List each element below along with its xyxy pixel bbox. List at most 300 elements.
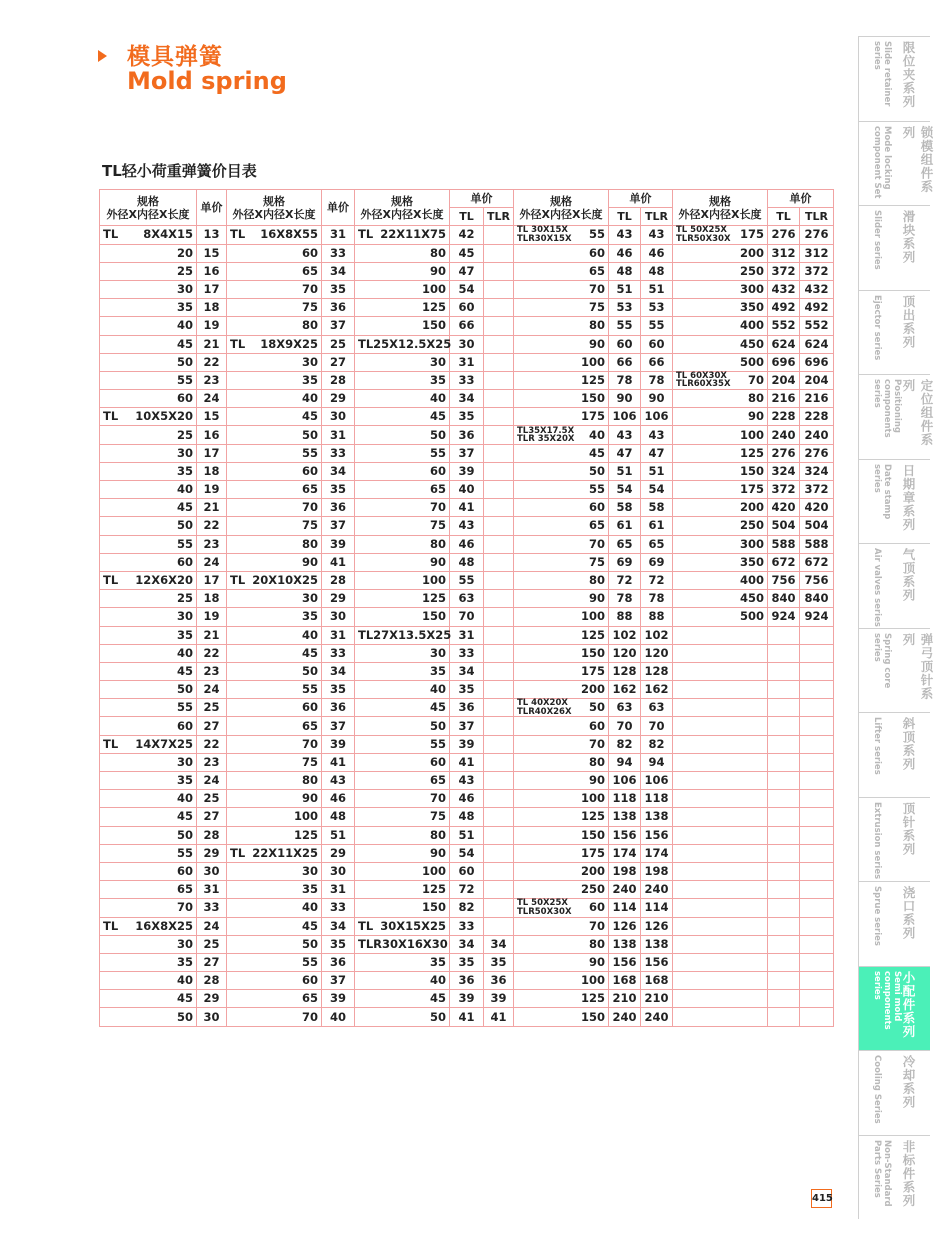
- sidebar-tab-9[interactable]: [858, 712, 930, 797]
- price-cell: [800, 753, 834, 771]
- spec-cell: 65: [227, 262, 322, 280]
- price-cell: 66: [609, 353, 641, 371]
- price-cell: [768, 735, 800, 753]
- price-cell: 552: [800, 317, 834, 335]
- price-cell: 15: [197, 408, 227, 426]
- sidebar-tab-5[interactable]: [858, 374, 934, 459]
- price-cell: 30: [322, 862, 355, 880]
- price-cell: [484, 608, 514, 626]
- price-cell: 34: [450, 390, 484, 408]
- price-cell: 204: [768, 371, 800, 389]
- spec-cell: [673, 881, 768, 899]
- price-cell: 29: [322, 844, 355, 862]
- spec-cell: 70: [227, 1008, 322, 1026]
- price-cell: [800, 862, 834, 880]
- spec-cell: 30: [227, 590, 322, 608]
- price-cell: 70: [641, 717, 673, 735]
- price-cell: 43: [450, 772, 484, 790]
- price-cell: [768, 626, 800, 644]
- spec-cell: 35: [355, 662, 450, 680]
- price-cell: 25: [197, 935, 227, 953]
- price-cell: 138: [609, 808, 641, 826]
- sidebar-tab-en: Slide retainer series: [872, 41, 892, 107]
- price-cell: 70: [609, 717, 641, 735]
- sidebar-tab-cn: 限位夹系列: [901, 41, 916, 109]
- price-cell: 47: [450, 262, 484, 280]
- price-cell: 82: [450, 899, 484, 917]
- spec-cell: 80: [355, 826, 450, 844]
- price-cell: 60: [609, 335, 641, 353]
- price-cell: 504: [768, 517, 800, 535]
- price-cell: [484, 481, 514, 499]
- spec-cell: [673, 662, 768, 680]
- price-cell: 28: [197, 826, 227, 844]
- header-tl-3: TL: [450, 208, 484, 226]
- price-cell: 63: [641, 699, 673, 717]
- spec-cell: [673, 699, 768, 717]
- spec-cell: 40: [100, 481, 197, 499]
- price-cell: [768, 953, 800, 971]
- spec-cell: 55: [355, 735, 450, 753]
- price-cell: 43: [641, 226, 673, 244]
- price-cell: 33: [322, 899, 355, 917]
- price-cell: [484, 590, 514, 608]
- spec-cell: 100: [227, 808, 322, 826]
- spec-cell: [673, 790, 768, 808]
- price-cell: 33: [322, 644, 355, 662]
- price-cell: 114: [641, 899, 673, 917]
- table-row: [100, 972, 834, 990]
- spec-cell: 150: [514, 826, 609, 844]
- spec-cell: 100: [355, 280, 450, 298]
- price-cell: [484, 426, 514, 444]
- price-cell: 324: [800, 462, 834, 480]
- spec-cell: 70: [227, 280, 322, 298]
- spec-cell: 35: [355, 953, 450, 971]
- price-cell: [484, 244, 514, 262]
- sidebar-tab-4[interactable]: [858, 290, 930, 375]
- price-cell: 24: [197, 390, 227, 408]
- spec-cell: 65: [514, 262, 609, 280]
- price-cell: [800, 662, 834, 680]
- price-cell: 72: [450, 881, 484, 899]
- table-row: [100, 881, 834, 899]
- price-cell: [484, 717, 514, 735]
- spec-cell: 50: [100, 353, 197, 371]
- price-cell: 35: [322, 935, 355, 953]
- header-tlr-5: TLR: [800, 208, 834, 226]
- sidebar-tab-en: Ejector series: [872, 294, 882, 360]
- header-price-4: 单价: [609, 190, 673, 208]
- price-cell: 35: [322, 280, 355, 298]
- price-cell: 43: [450, 517, 484, 535]
- spec-cell: 35: [100, 299, 197, 317]
- spec-cell: 55: [100, 535, 197, 553]
- spec-cell: [673, 626, 768, 644]
- spec-cell: 150: [355, 899, 450, 917]
- sidebar-tab-12[interactable]: [858, 966, 930, 1051]
- spec-cell: 500: [673, 353, 768, 371]
- spec-cell: 60: [227, 462, 322, 480]
- price-cell: 216: [800, 390, 834, 408]
- spec-cell: 30: [100, 444, 197, 462]
- table-row: [100, 899, 834, 917]
- spec-cell: 45: [227, 408, 322, 426]
- price-cell: 27: [322, 353, 355, 371]
- price-cell: 756: [768, 571, 800, 589]
- price-cell: 24: [197, 553, 227, 571]
- table-row: [100, 226, 834, 244]
- spec-cell: 45: [100, 335, 197, 353]
- price-cell: 46: [322, 790, 355, 808]
- spec-cell: 60: [100, 553, 197, 571]
- price-cell: 66: [450, 317, 484, 335]
- spec-cell: 80: [514, 317, 609, 335]
- price-cell: 72: [641, 571, 673, 589]
- price-cell: 36: [322, 499, 355, 517]
- price-cell: 15: [197, 244, 227, 262]
- price-cell: [768, 917, 800, 935]
- spec-cell: 200: [514, 681, 609, 699]
- header-spec-3: 规格 外径X内径X长度: [355, 190, 450, 226]
- price-cell: [484, 499, 514, 517]
- price-cell: 39: [450, 990, 484, 1008]
- spec-cell: 250: [514, 881, 609, 899]
- price-cell: 126: [641, 917, 673, 935]
- price-cell: [768, 844, 800, 862]
- spec-cell: 55: [514, 481, 609, 499]
- price-cell: 420: [768, 499, 800, 517]
- price-cell: 588: [800, 535, 834, 553]
- spec-cell: 90: [227, 790, 322, 808]
- price-cell: 21: [197, 499, 227, 517]
- spec-cell: 50: [100, 681, 197, 699]
- price-cell: 35: [450, 408, 484, 426]
- price-cell: 36: [450, 699, 484, 717]
- sidebar-tab-cn: 日期章系列: [901, 463, 916, 531]
- sidebar-tab-13[interactable]: [858, 1050, 930, 1135]
- price-cell: 46: [609, 244, 641, 262]
- price-cell: 174: [609, 844, 641, 862]
- spec-cell: 40: [355, 681, 450, 699]
- spec-cell: 80: [514, 935, 609, 953]
- spec-cell: TL 40X20X TLR40X26X 50: [514, 699, 609, 717]
- spec-cell: TL35X17.5X TLR 35X20X 40: [514, 426, 609, 444]
- spec-cell: 125: [514, 371, 609, 389]
- spec-cell: 65: [227, 990, 322, 1008]
- sidebar-tab-cn: 非标件系列: [901, 1139, 916, 1207]
- price-cell: 78: [641, 590, 673, 608]
- price-cell: 65: [641, 535, 673, 553]
- table-row: [100, 571, 834, 589]
- price-cell: 34: [450, 662, 484, 680]
- price-cell: 31: [450, 626, 484, 644]
- price-cell: 240: [641, 881, 673, 899]
- spec-cell: 50: [514, 462, 609, 480]
- spec-cell: 30: [100, 280, 197, 298]
- spec-cell: 175: [514, 408, 609, 426]
- price-cell: 69: [641, 553, 673, 571]
- spec-cell: 40: [100, 317, 197, 335]
- header-price-2: 单价: [322, 190, 355, 226]
- price-cell: 78: [609, 371, 641, 389]
- spec-cell: TLR 30X16X30: [355, 935, 450, 953]
- sidebar-tab-en: Sprue series: [872, 886, 882, 946]
- spec-cell: TL 10X5X20: [100, 408, 197, 426]
- spec-cell: 90: [673, 408, 768, 426]
- price-cell: 216: [768, 390, 800, 408]
- price-cell: 48: [450, 553, 484, 571]
- spec-cell: 30: [227, 862, 322, 880]
- spec-cell: 65: [514, 517, 609, 535]
- header-spec-5: 规格 外径X内径X长度: [673, 190, 768, 226]
- spec-cell: 75: [355, 808, 450, 826]
- spec-cell: 125: [673, 444, 768, 462]
- price-cell: 16: [197, 262, 227, 280]
- price-cell: 23: [197, 535, 227, 553]
- spec-cell: 30: [100, 608, 197, 626]
- table-row: [100, 353, 834, 371]
- spec-cell: 125: [355, 881, 450, 899]
- sidebar-tab-1[interactable]: [858, 36, 930, 121]
- table-row: [100, 444, 834, 462]
- spec-cell: 30: [227, 353, 322, 371]
- spec-cell: 45: [355, 990, 450, 1008]
- spec-cell: 20: [100, 244, 197, 262]
- price-cell: [800, 899, 834, 917]
- price-cell: 138: [609, 935, 641, 953]
- spec-cell: 55: [100, 371, 197, 389]
- price-cell: 17: [197, 280, 227, 298]
- spec-cell: 30: [100, 935, 197, 953]
- sidebar-tab-3[interactable]: [858, 205, 930, 290]
- price-cell: 138: [641, 935, 673, 953]
- table-row: [100, 826, 834, 844]
- price-cell: 70: [450, 608, 484, 626]
- price-cell: 174: [641, 844, 673, 862]
- price-cell: 55: [641, 317, 673, 335]
- price-cell: 27: [197, 808, 227, 826]
- table-row: [100, 772, 834, 790]
- spec-cell: 65: [100, 881, 197, 899]
- sidebar-tab-11[interactable]: [858, 881, 930, 966]
- table-row: [100, 681, 834, 699]
- sidebar-tab-14[interactable]: [858, 1135, 930, 1220]
- spec-cell: 175: [514, 844, 609, 862]
- spec-cell: 65: [227, 481, 322, 499]
- spec-cell: [673, 844, 768, 862]
- spec-cell: 80: [227, 772, 322, 790]
- price-cell: [800, 772, 834, 790]
- price-cell: [800, 790, 834, 808]
- price-cell: 21: [197, 626, 227, 644]
- table-row: [100, 935, 834, 953]
- spec-cell: 25: [100, 590, 197, 608]
- spec-cell: 65: [355, 481, 450, 499]
- price-cell: [768, 990, 800, 1008]
- price-cell: [768, 808, 800, 826]
- spec-cell: 45: [100, 499, 197, 517]
- spec-cell: [673, 990, 768, 1008]
- spec-cell: 35: [355, 371, 450, 389]
- spec-cell: 80: [514, 753, 609, 771]
- spec-cell: 300: [673, 535, 768, 553]
- price-cell: [484, 917, 514, 935]
- price-cell: 18: [197, 299, 227, 317]
- spec-cell: [673, 972, 768, 990]
- price-cell: [484, 317, 514, 335]
- spec-cell: TL 22X11X75: [355, 226, 450, 244]
- spec-cell: 175: [673, 481, 768, 499]
- price-cell: [484, 535, 514, 553]
- price-cell: 37: [322, 717, 355, 735]
- spec-cell: 60: [227, 972, 322, 990]
- sidebar-tab-7[interactable]: [858, 543, 930, 628]
- sidebar-tab-10[interactable]: [858, 797, 930, 882]
- price-cell: [484, 626, 514, 644]
- price-cell: 27: [197, 717, 227, 735]
- spec-cell: 45: [514, 444, 609, 462]
- spec-cell: 45: [100, 662, 197, 680]
- sidebar-tab-6[interactable]: [858, 459, 930, 544]
- spec-cell: 80: [355, 535, 450, 553]
- price-cell: 128: [641, 662, 673, 680]
- spec-cell: 35: [100, 462, 197, 480]
- price-cell: 840: [768, 590, 800, 608]
- price-cell: 106: [641, 772, 673, 790]
- price-cell: 34: [322, 917, 355, 935]
- price-cell: [800, 990, 834, 1008]
- price-cell: 156: [609, 953, 641, 971]
- spec-cell: TL 20X10X25: [227, 571, 322, 589]
- spec-cell: 35: [227, 881, 322, 899]
- sidebar-tab-cn: 顶针系列: [901, 801, 916, 856]
- spec-cell: 70: [227, 499, 322, 517]
- table-row: [100, 1008, 834, 1026]
- spec-cell: 75: [227, 299, 322, 317]
- spec-cell: 450: [673, 335, 768, 353]
- price-cell: 22: [197, 517, 227, 535]
- price-cell: 58: [609, 499, 641, 517]
- price-cell: [768, 972, 800, 990]
- price-cell: 55: [609, 317, 641, 335]
- sidebar-tab-8[interactable]: [858, 628, 934, 713]
- price-cell: 492: [768, 299, 800, 317]
- sidebar-tab-en: Slider series: [872, 210, 882, 270]
- price-cell: 33: [450, 644, 484, 662]
- spec-cell: [673, 953, 768, 971]
- table-row: [100, 553, 834, 571]
- price-cell: 198: [641, 862, 673, 880]
- spec-cell: 35: [100, 953, 197, 971]
- spec-cell: 70: [355, 499, 450, 517]
- spec-cell: TL 16X8X55: [227, 226, 322, 244]
- price-cell: 106: [641, 408, 673, 426]
- price-cell: [484, 753, 514, 771]
- price-cell: 29: [322, 590, 355, 608]
- spec-cell: 60: [514, 244, 609, 262]
- price-cell: 21: [197, 335, 227, 353]
- table-row: [100, 262, 834, 280]
- spec-cell: 70: [514, 280, 609, 298]
- spec-cell: 70: [514, 735, 609, 753]
- spec-cell: 250: [673, 262, 768, 280]
- price-cell: 118: [641, 790, 673, 808]
- price-cell: 48: [641, 262, 673, 280]
- price-cell: [484, 881, 514, 899]
- price-cell: 240: [609, 1008, 641, 1026]
- spec-cell: 50: [227, 426, 322, 444]
- table-row: [100, 844, 834, 862]
- spec-cell: 70: [100, 899, 197, 917]
- price-cell: 34: [450, 935, 484, 953]
- table-row: [100, 917, 834, 935]
- sidebar-tab-en: Date stamp series: [872, 463, 892, 519]
- price-cell: 18: [197, 462, 227, 480]
- sidebar-tab-en: Lifter series: [872, 717, 882, 775]
- price-cell: [484, 844, 514, 862]
- spec-cell: 45: [355, 699, 450, 717]
- price-cell: [768, 862, 800, 880]
- price-cell: 39: [450, 462, 484, 480]
- spec-cell: 90: [355, 844, 450, 862]
- sidebar-tab-2[interactable]: [858, 121, 934, 206]
- price-cell: 60: [450, 862, 484, 880]
- price-cell: 31: [322, 881, 355, 899]
- series-sidebar: [858, 36, 934, 1219]
- spec-cell: [673, 735, 768, 753]
- spec-cell: 50: [355, 717, 450, 735]
- price-cell: 66: [641, 353, 673, 371]
- spec-cell: TL 60X30X TLR60X35X 70: [673, 371, 768, 389]
- sidebar-tab-cn: 弹弓顶针系列: [901, 632, 934, 700]
- spec-cell: 150: [355, 608, 450, 626]
- price-cell: 39: [450, 735, 484, 753]
- spec-cell: [673, 644, 768, 662]
- price-cell: 624: [768, 335, 800, 353]
- spec-cell: 300: [673, 280, 768, 298]
- price-cell: 51: [450, 826, 484, 844]
- price-cell: 756: [800, 571, 834, 589]
- price-cell: 69: [609, 553, 641, 571]
- price-cell: [800, 681, 834, 699]
- price-cell: [800, 699, 834, 717]
- price-cell: 51: [641, 280, 673, 298]
- price-cell: 23: [197, 753, 227, 771]
- spec-cell: 90: [514, 335, 609, 353]
- price-cell: 372: [800, 481, 834, 499]
- price-cell: 162: [641, 681, 673, 699]
- price-cell: 276: [768, 444, 800, 462]
- price-cell: 106: [609, 408, 641, 426]
- page-title-en: Mold spring: [127, 67, 287, 95]
- price-cell: 35: [450, 681, 484, 699]
- price-cell: 60: [641, 335, 673, 353]
- price-cell: 37: [450, 444, 484, 462]
- price-cell: 31: [322, 226, 355, 244]
- price-cell: 372: [768, 481, 800, 499]
- price-cell: 35: [322, 681, 355, 699]
- price-cell: 36: [322, 953, 355, 971]
- price-cell: 210: [641, 990, 673, 1008]
- spec-cell: 70: [514, 535, 609, 553]
- table-row: [100, 317, 834, 335]
- spec-cell: 45: [100, 808, 197, 826]
- price-cell: [484, 390, 514, 408]
- price-cell: 672: [800, 553, 834, 571]
- sidebar-tab-cn: 定位组件系列: [901, 379, 934, 447]
- spec-cell: [673, 681, 768, 699]
